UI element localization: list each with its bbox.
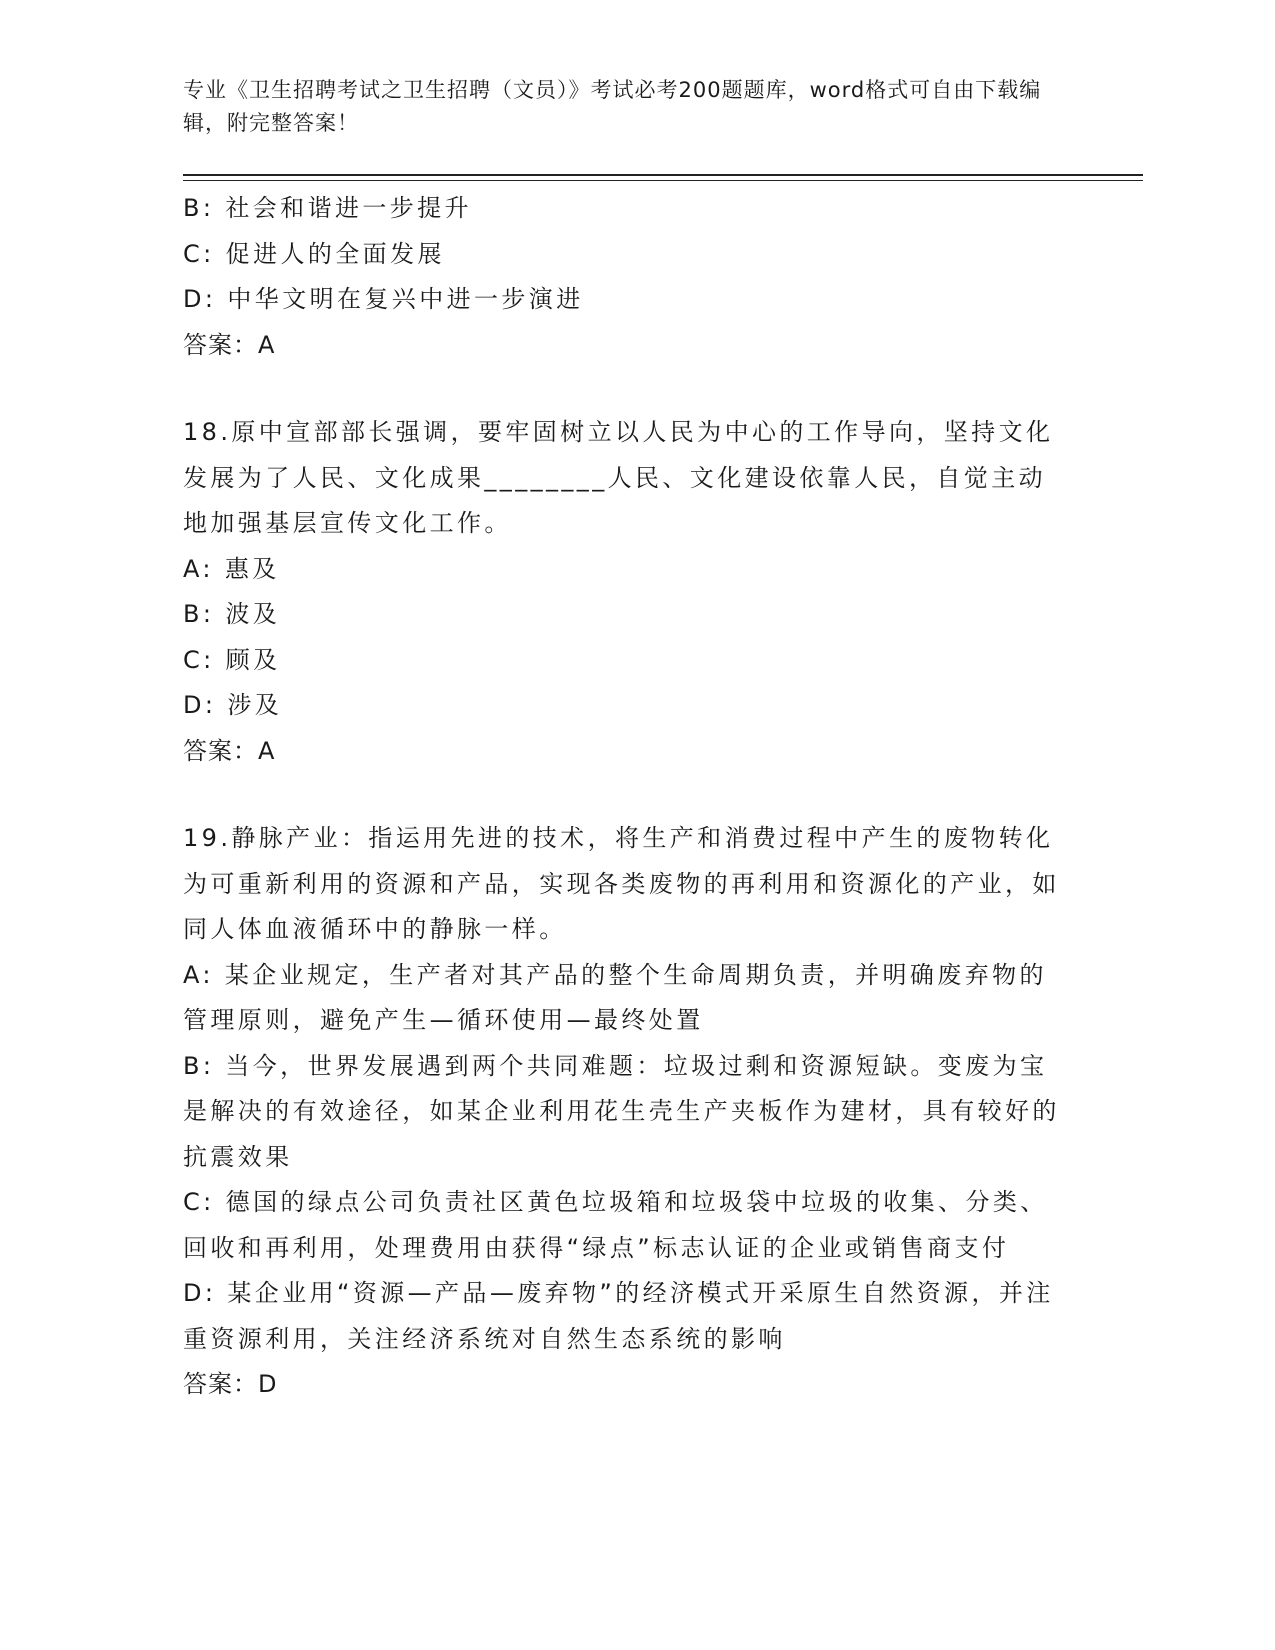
option-a: A: 惠及 — [183, 554, 280, 583]
question-19 — [183, 816, 1063, 1408]
question-stem: 19.静脉产业：指运用先进的技术，将生产和消费过程中产生的废物转化为可重新利用的资源和产品，实现各类废物的再利用和资源化的产业，如同人体血液循环中的静脉一样。 — [183, 824, 1060, 943]
question-18 — [183, 410, 1063, 774]
answer-line: 答案：A — [183, 330, 276, 359]
option-b: B: 波及 — [183, 600, 281, 628]
document-header: 专业《卫生招聘考试之卫生招聘（文员）》考试必考200题题库，word格式可自由下载编辑，附完整答案！ — [183, 78, 1042, 135]
option-d: D: 某企业用“资源—产品—废弃物”的经济模式开采原生自然资源，并注重资源利用，关注经济系统对自然生态系统的影响 — [183, 1279, 1054, 1353]
option-b: B: 当今，世界发展遇到两个共同难题：垃圾过剩和资源短缺。变废为宝是解决的有效途径，如某企业利用花生壳生产夹板作为建材，具有较好的抗震效果 — [183, 1051, 1060, 1171]
question-stem: 18.原中宣部部长强调，要牢固树立以人民为中心的工作导向，坚持文化发展为了人民、文化成果________人民、文化建设依靠人民，自觉主动地加强基层宣传文化工作。 — [183, 418, 1054, 537]
option-d: D: 涉及 — [183, 691, 283, 719]
answer-line: 答案：A — [183, 736, 276, 765]
option-b: B: 社会和谐进一步提升 — [183, 194, 472, 222]
previous-question-tail — [183, 186, 1063, 368]
document-body — [183, 186, 1063, 1408]
header-rule-thick — [183, 174, 1143, 176]
option-d: D: 中华文明在复兴中进一步演进 — [183, 285, 584, 313]
option-a: A: 某企业规定，生产者对其产品的整个生命周期负责，并明确废弃物的管理原则，避免产生—循环使用—最终处置 — [183, 960, 1047, 1034]
option-c: C: 顾及 — [183, 645, 281, 674]
answer-line: 答案：D — [183, 1370, 278, 1398]
option-c: C: 德国的绿点公司负责社区黄色垃圾箱和垃圾袋中垃圾的收集、分类、回收和再利用，处理费用由获得“绿点”标志认证的企业或销售商支付 — [183, 1188, 1048, 1262]
header-rule-thin — [183, 180, 1143, 181]
option-c: C: 促进人的全面发展 — [183, 239, 445, 268]
